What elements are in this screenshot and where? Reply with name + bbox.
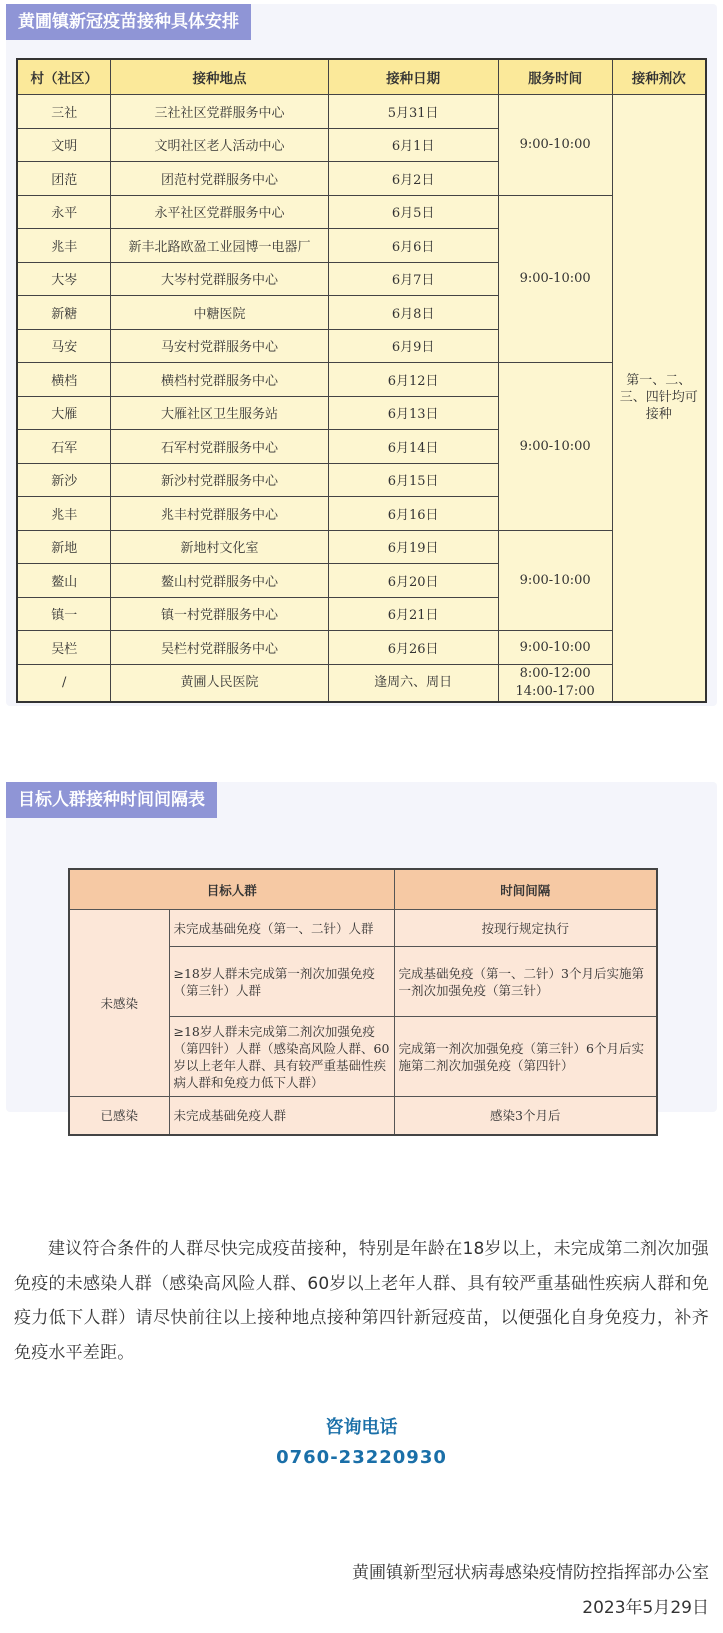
contact-phone: 0760-23220930	[276, 1447, 447, 1468]
village-cell: 镇一	[17, 597, 111, 631]
group-cell: 未完成基础免疫（第一、二针）人群	[169, 910, 394, 947]
village-cell: 文明	[17, 128, 111, 162]
village-cell: 新糖	[17, 296, 111, 330]
section2-title: 目标人群接种时间间隔表	[6, 782, 217, 818]
dose-cell: 第一、二、三、四针均可接种	[612, 95, 706, 702]
date-cell: 6月14日	[328, 430, 498, 464]
infected-label: 已感染	[69, 1097, 169, 1135]
table-row	[17, 95, 706, 129]
village-cell: 新地	[17, 530, 111, 564]
date-cell: 5月31日	[328, 95, 498, 129]
date-cell: 6月2日	[328, 162, 498, 196]
village-cell: 横档	[17, 363, 111, 397]
table-row	[17, 195, 706, 229]
site-cell: 文明社区老人活动中心	[111, 128, 328, 162]
table-header-row	[69, 869, 657, 910]
table-row	[17, 631, 706, 665]
village-cell: 大岑	[17, 262, 111, 296]
site-cell: 团范村党群服务中心	[111, 162, 328, 196]
date-cell: 6月9日	[328, 329, 498, 363]
header-interval: 时间间隔	[394, 869, 657, 910]
date-cell: 6月15日	[328, 463, 498, 497]
site-cell: 永平社区党群服务中心	[111, 195, 328, 229]
interval-cell: 完成基础免疫（第一、二针）3个月后实施第一剂次加强免疫（第三针）	[394, 947, 657, 1017]
village-cell: 马安	[17, 329, 111, 363]
date-cell: 6月21日	[328, 597, 498, 631]
vaccination-schedule-table	[16, 58, 707, 703]
site-cell: 三社社区党群服务中心	[111, 95, 328, 129]
site-cell: 新丰北路欧盈工业园博一电器厂	[111, 229, 328, 263]
service-time-cell: 9:00-10:00	[498, 363, 612, 531]
date-cell: 6月8日	[328, 296, 498, 330]
date-cell: 6月13日	[328, 396, 498, 430]
uninfected-label: 未感染	[69, 910, 169, 1097]
group-cell: 未完成基础免疫人群	[169, 1097, 394, 1135]
group-cell: ≥18岁人群未完成第一剂次加强免疫（第三针）人群	[169, 947, 394, 1017]
site-cell: 石军村党群服务中心	[111, 430, 328, 464]
village-cell: 三社	[17, 95, 111, 129]
service-time-cell: 9:00-10:00	[498, 631, 612, 665]
table-row	[69, 910, 657, 947]
site-cell: 新地村文化室	[111, 530, 328, 564]
date-cell: 6月6日	[328, 229, 498, 263]
table-row	[17, 530, 706, 564]
village-cell: 新沙	[17, 463, 111, 497]
site-cell: 兆丰村党群服务中心	[111, 497, 328, 531]
site-cell: 马安村党群服务中心	[111, 329, 328, 363]
site-cell: 新沙村党群服务中心	[111, 463, 328, 497]
service-time-cell: 9:00-10:00	[498, 95, 612, 196]
site-cell: 大雁社区卫生服务站	[111, 396, 328, 430]
village-cell: 大雁	[17, 396, 111, 430]
date-cell: 6月26日	[328, 631, 498, 665]
date-cell: 6月20日	[328, 564, 498, 598]
header-target-group: 目标人群	[69, 869, 394, 910]
signature-org: 黄圃镇新型冠状病毒感染疫情防控指挥部办公室	[352, 1563, 709, 1583]
date-cell: 6月12日	[328, 363, 498, 397]
table-row	[17, 664, 706, 702]
village-cell: 鳌山	[17, 564, 111, 598]
interval-table	[68, 868, 658, 1136]
date-cell: 6月5日	[328, 195, 498, 229]
interval-cell: 按现行规定执行	[394, 910, 657, 947]
signature-date: 2023年5月29日	[582, 1598, 709, 1618]
table-row	[69, 1097, 657, 1135]
header-site: 接种地点	[111, 59, 328, 95]
village-cell: /	[17, 664, 111, 702]
advice-paragraph: 建议符合条件的人群尽快完成疫苗接种，特别是年龄在18岁以上，未完成第二剂次加强免疫的未感染人群（感染高风险人群、60岁以上老年人群、具有较严重基础性疾病人群和免疫力低下人群）请尽快前往以上接种地点接种第四针新冠疫苗，以便强化自身免疫力，补齐免疫水平差距。	[14, 1239, 709, 1363]
site-cell: 吴栏村党群服务中心	[111, 631, 328, 665]
interval-cell: 感染3个月后	[394, 1097, 657, 1135]
header-dose: 接种剂次	[612, 59, 706, 95]
table-header-row	[17, 59, 706, 95]
header-date: 接种日期	[328, 59, 498, 95]
hospital-time-morning: 8:00-12:00	[519, 665, 591, 681]
date-cell: 逢周六、周日	[328, 664, 498, 702]
service-time-cell: 9:00-10:00	[498, 530, 612, 631]
contact-label: 咨询电话	[325, 1417, 398, 1438]
header-service-time: 服务时间	[498, 59, 612, 95]
village-cell: 吴栏	[17, 631, 111, 665]
group-cell: ≥18岁人群未完成第二剂次加强免疫（第四针）人群（感染高风险人群、60岁以上老年人群、具有较严重基础性疾病人群和免疫力低下人群）	[169, 1017, 394, 1097]
site-cell: 黄圃人民医院	[111, 664, 328, 702]
village-cell: 团范	[17, 162, 111, 196]
hospital-service-time-cell	[498, 664, 612, 702]
date-cell: 6月19日	[328, 530, 498, 564]
hospital-time-afternoon: 14:00-17:00	[515, 683, 595, 699]
site-cell: 鳌山村党群服务中心	[111, 564, 328, 598]
village-cell: 兆丰	[17, 229, 111, 263]
date-cell: 6月16日	[328, 497, 498, 531]
village-cell: 兆丰	[17, 497, 111, 531]
site-cell: 中糖医院	[111, 296, 328, 330]
village-cell: 永平	[17, 195, 111, 229]
section1-title: 黄圃镇新冠疫苗接种具体安排	[6, 4, 251, 40]
service-time-cell: 9:00-10:00	[498, 195, 612, 363]
date-cell: 6月7日	[328, 262, 498, 296]
table-row	[17, 363, 706, 397]
site-cell: 镇一村党群服务中心	[111, 597, 328, 631]
village-cell: 石军	[17, 430, 111, 464]
header-village: 村（社区）	[17, 59, 111, 95]
site-cell: 横档村党群服务中心	[111, 363, 328, 397]
site-cell: 大岑村党群服务中心	[111, 262, 328, 296]
date-cell: 6月1日	[328, 128, 498, 162]
interval-cell: 完成第一剂次加强免疫（第三针）6个月后实施第二剂次加强免疫（第四针）	[394, 1017, 657, 1097]
